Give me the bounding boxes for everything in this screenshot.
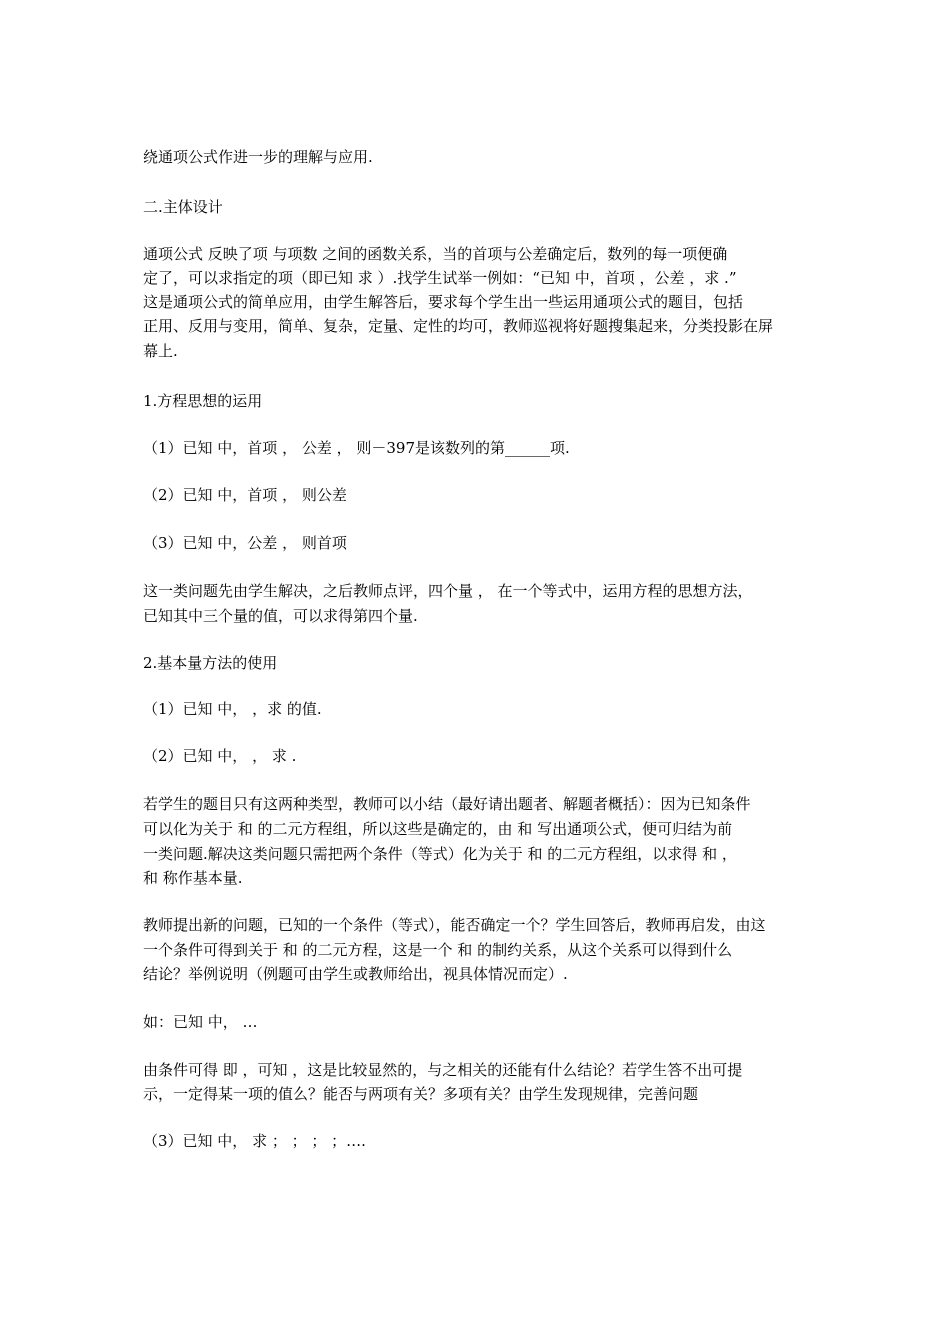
text-line: 这是通项公式的简单应用，由学生解答后，要求每个学生出一些运用通项公式的题目，包括 bbox=[143, 293, 744, 311]
exercise-item: （2）已知 中，首项 ， 则公差 bbox=[143, 486, 347, 504]
text-line: 绕通项公式作进一步的理解与应用. bbox=[143, 148, 373, 166]
exercise-item: （3）已知 中，公差 ， 则首项 bbox=[143, 534, 347, 552]
text-line: 若学生的题目只有这两种类型，教师可以小结（最好请出题者、解题者概括）：因为已知条件 bbox=[143, 795, 751, 813]
text-line: 已知其中三个量的值，可以求得第四个量. bbox=[143, 607, 418, 625]
exercise-item: （3）已知 中， 求 ； ； ； ；…. bbox=[143, 1132, 366, 1150]
text-line: 一类问题.解决这类问题只需把两个条件（等式）化为关于 和 的二元方程组，以求得 和 ， bbox=[143, 845, 737, 863]
text-line: 和 称作基本量. bbox=[143, 869, 243, 887]
text-line: 一个条件可得到关于 和 的二元方程，这是一个 和 的制约关系，从这个关系可以得到什么 bbox=[143, 941, 733, 959]
text-line: 正用、反用与变用，简单、复杂，定量、定性的均可，教师巡视将好题搜集起来，分类投影在屏 bbox=[143, 317, 774, 335]
text-line: 可以化为关于 和 的二元方程组，所以这些是确定的，由 和 写出通项公式，便可归结为前 bbox=[143, 820, 733, 838]
text-line: 示，一定得某一项的值么？能否与两项有关？多项有关？由学生发现规律，完善问题 bbox=[143, 1085, 699, 1103]
subsection-heading: 2.基本量方法的使用 bbox=[143, 654, 278, 672]
text-line: 如：已知 中， … bbox=[143, 1013, 258, 1031]
text-line: 定了，可以求指定的项（即已知 求 ）.找学生试举一例如：“已知 中，首项 ，公差 ，求 .” bbox=[143, 269, 737, 287]
exercise-item: （1）已知 中，首项 ， 公差 ， 则－397是该数列的第______项. bbox=[143, 439, 570, 457]
text-line: 通项公式 反映了项 与项数 之间的函数关系，当的首项与公差确定后，数列的每一项便确 bbox=[143, 245, 728, 263]
text-line: 结论？举例说明（例题可由学生或教师给出，视具体情况而定）. bbox=[143, 965, 568, 983]
exercise-item: （1）已知 中， ，求 的值. bbox=[143, 700, 322, 718]
text-line: 幕上. bbox=[143, 342, 178, 360]
text-line: 由条件可得 即 ，可知 ，这是比较显然的，与之相关的还能有什么结论？若学生答不出可提 bbox=[143, 1061, 743, 1079]
subsection-heading: 1.方程思想的运用 bbox=[143, 392, 263, 410]
section-heading: 二.主体设计 bbox=[143, 198, 223, 216]
text-line: 教师提出新的问题，已知的一个条件（等式），能否确定一个？学生回答后，教师再启发，由这 bbox=[143, 916, 766, 934]
exercise-item: （2）已知 中， ， 求 . bbox=[143, 747, 297, 765]
text-line: 这一类问题先由学生解决，之后教师点评，四个量 ， 在一个等式中，运用方程的思想方法， bbox=[143, 582, 753, 600]
